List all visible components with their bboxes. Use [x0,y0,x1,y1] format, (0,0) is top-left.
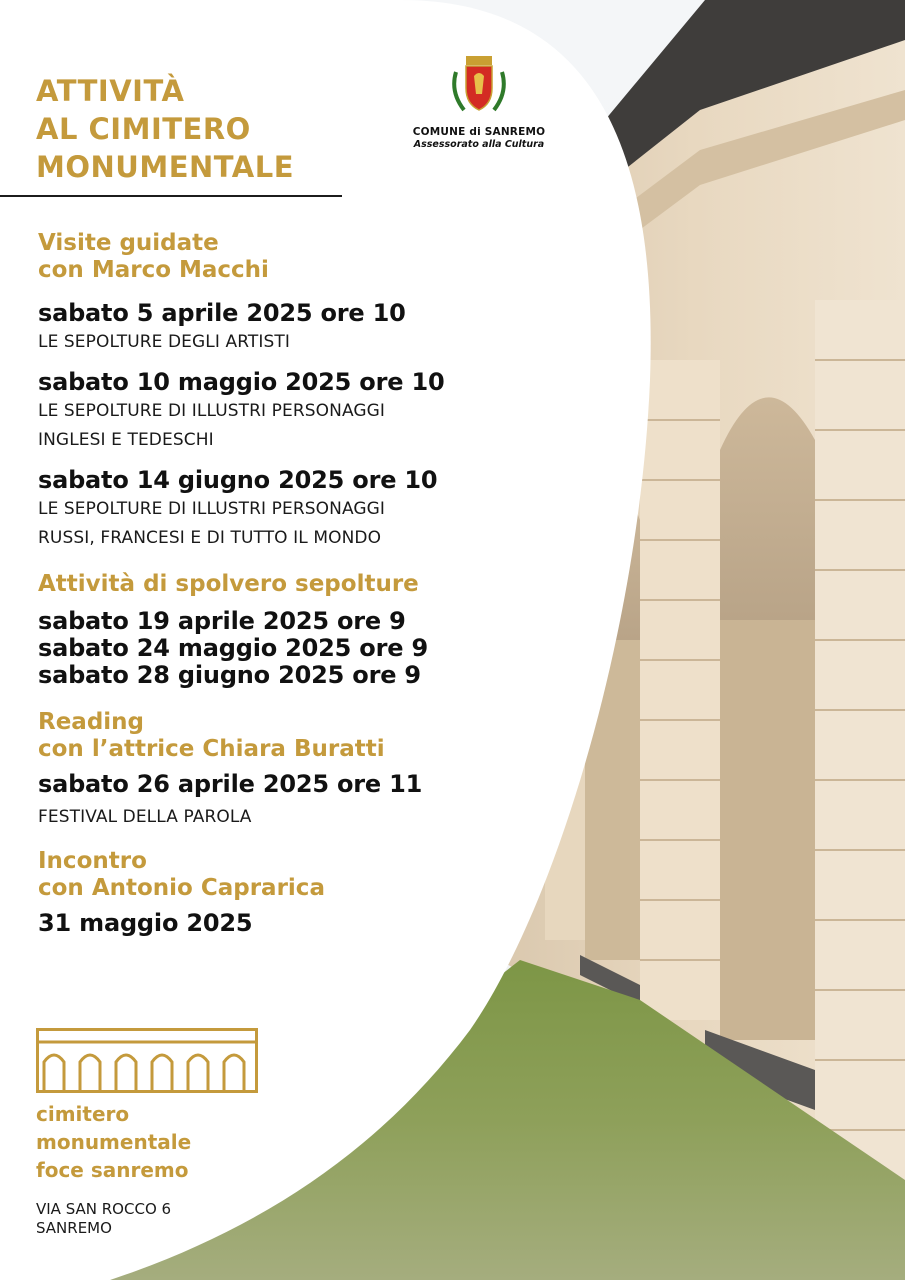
title-divider [0,195,342,197]
event-description: FESTIVAL DELLA PAROLA [38,807,252,827]
address-line: SANREMO [36,1219,112,1237]
event-description: LE SEPOLTURE DI ILLUSTRI PERSONAGGI [38,401,386,421]
section-title [38,709,558,763]
section-title-line: Visite guidate [38,230,219,256]
cemetery-name [36,1100,191,1184]
section-title-line: con l’attrice Chiara Buratti [38,736,385,762]
section-title-line: Incontro [38,848,147,874]
section-title-line: con Marco Macchi [38,257,269,283]
cemetery-name-line: monumentale [36,1130,192,1154]
event-description: RUSSI, FRANCESI E DI TUTTO IL MONDO [38,528,382,548]
logo-comune-text: COMUNE di SANREMO [412,126,546,138]
section-title [38,848,558,902]
event-date: sabato 14 giugno 2025 ore 10 [38,466,438,494]
page-title [36,72,294,186]
section-reading [38,709,558,832]
event-date: sabato 10 maggio 2025 ore 10 [38,368,445,396]
event-date: sabato 24 maggio 2025 ore 9 [38,634,428,662]
arcade-logo-icon [36,1028,258,1094]
title-line: MONUMENTALE [36,150,295,184]
cemetery-name-line: foce sanremo [36,1158,189,1182]
coat-of-arms-icon [448,52,510,118]
cemetery-name-line: cimitero [36,1102,130,1126]
section-title: Attività di spolvero sepolture [38,571,419,597]
section-incontro [38,848,558,938]
address-line: VIA SAN ROCCO 6 [36,1200,172,1218]
event-date: sabato 26 aprile 2025 ore 11 [38,770,423,798]
comune-logo [412,52,546,150]
event-date: sabato 19 aprile 2025 ore 9 [38,607,406,635]
section-visite-guidate [38,230,558,553]
logo-assessorato-text: Assessorato alla Cultura [413,139,545,150]
title-line: ATTIVITÀ [36,74,185,108]
event-date: 31 maggio 2025 [38,909,253,937]
section-title [38,230,558,284]
event-date: sabato 5 aprile 2025 ore 10 [38,299,406,327]
event-program [38,230,558,938]
address [36,1200,171,1238]
event-date: sabato 28 giugno 2025 ore 9 [38,661,421,689]
section-spolvero [38,571,558,689]
event-description: LE SEPOLTURE DI ILLUSTRI PERSONAGGI [38,499,386,519]
title-line: AL CIMITERO [36,112,251,146]
section-title-line: Reading [38,709,145,735]
event-description: LE SEPOLTURE DEGLI ARTISTI [38,332,290,352]
event-description: INGLESI E TEDESCHI [38,430,214,450]
section-title-line: con Antonio Caprarica [38,875,325,901]
